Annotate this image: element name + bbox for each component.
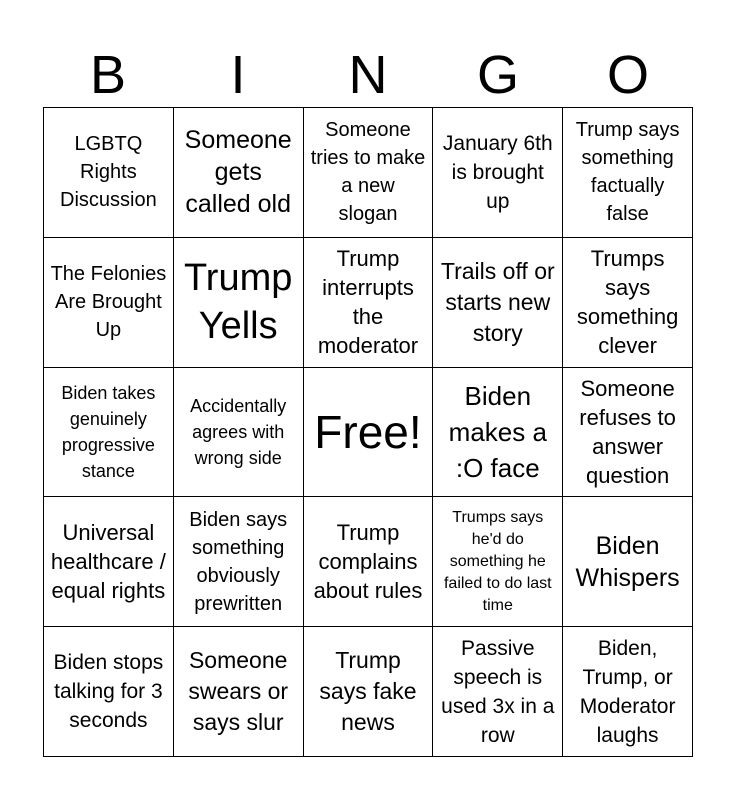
- bingo-cell-r3c2[interactable]: [174, 368, 304, 498]
- bingo-cell-r5c3[interactable]: [304, 627, 434, 757]
- cell-label: Biden makes a :O face: [448, 380, 547, 483]
- bingo-card-grid: [43, 107, 693, 757]
- header-letter-o: O: [606, 45, 649, 105]
- bingo-cell-r5c2[interactable]: [174, 627, 304, 757]
- cell-label: LGBTQ Rights Discussion: [60, 133, 157, 212]
- cell-label: Someone refuses to answer question: [579, 375, 676, 488]
- cell-label: Someone swears or says slur: [188, 647, 289, 736]
- header-letter-i: I: [230, 45, 246, 105]
- cell-label: Biden, Trump, or Moderator laughs: [579, 636, 676, 747]
- bingo-cell-r2c5[interactable]: [563, 238, 693, 368]
- bingo-cell-r4c3[interactable]: [304, 497, 434, 627]
- bingo-cell-r5c1[interactable]: [44, 627, 174, 757]
- bingo-cell-r1c4[interactable]: [433, 108, 563, 238]
- header-letter-n: N: [348, 45, 388, 105]
- bingo-cell-r5c4[interactable]: [433, 627, 563, 757]
- cell-label: Trump interrupts the moderator: [317, 246, 419, 359]
- bingo-cell-r3c4[interactable]: [433, 368, 563, 498]
- cell-label: The Felonies Are Brought Up: [50, 263, 167, 342]
- bingo-cell-r1c2[interactable]: [174, 108, 304, 238]
- bingo-cell-r5c5[interactable]: [563, 627, 693, 757]
- bingo-cell-r3c3[interactable]: [304, 368, 434, 498]
- bingo-cell-r2c3[interactable]: [304, 238, 434, 368]
- header-letter-g: G: [476, 45, 519, 105]
- cell-label: Trump says something factually false: [575, 119, 680, 226]
- bingo-cell-r2c2[interactable]: [174, 238, 304, 368]
- cell-label: Biden says something obviously prewritten: [189, 508, 288, 615]
- bingo-cell-r1c5[interactable]: [563, 108, 693, 238]
- bingo-header: [43, 44, 693, 106]
- cell-label: Trumps says something clever: [576, 246, 679, 359]
- cell-label: Accidentally agrees with wrong side: [190, 395, 287, 468]
- cell-label: January 6th is brought up: [442, 131, 553, 213]
- cell-label: Trails off or starts new story: [440, 257, 555, 346]
- bingo-cell-r4c2[interactable]: [174, 497, 304, 627]
- cell-label: Biden Whispers: [575, 531, 680, 592]
- cell-label: Biden stops talking for 3 seconds: [53, 651, 164, 733]
- cell-label: Passive speech is used 3x in a row: [441, 636, 555, 747]
- cell-label: Trump complains about rules: [313, 520, 423, 604]
- bingo-cell-r3c5[interactable]: [563, 368, 693, 498]
- cell-label: Universal healthcare / equal rights: [50, 520, 166, 604]
- bingo-cell-r3c1[interactable]: [44, 368, 174, 498]
- cell-label: Someone tries to make a new slogan: [310, 119, 426, 226]
- bingo-cell-r2c4[interactable]: [433, 238, 563, 368]
- bingo-cell-r1c3[interactable]: [304, 108, 434, 238]
- cell-label: Trump says fake news: [319, 647, 417, 736]
- bingo-cell-r4c4[interactable]: [433, 497, 563, 627]
- cell-label: Someone gets called old: [184, 126, 292, 219]
- free-space-label: Free!: [314, 405, 422, 458]
- cell-label: Biden takes genuinely progressive stance: [61, 382, 156, 481]
- bingo-cell-r2c1[interactable]: [44, 238, 174, 368]
- bingo-cell-r4c1[interactable]: [44, 497, 174, 627]
- bingo-cell-r4c5[interactable]: [563, 497, 693, 627]
- cell-label: Trumps says he'd do something he failed to do last time: [443, 508, 552, 614]
- header-letter-b: B: [89, 45, 127, 105]
- bingo-cell-r1c1[interactable]: [44, 108, 174, 238]
- cell-label: Trump Yells: [184, 257, 293, 348]
